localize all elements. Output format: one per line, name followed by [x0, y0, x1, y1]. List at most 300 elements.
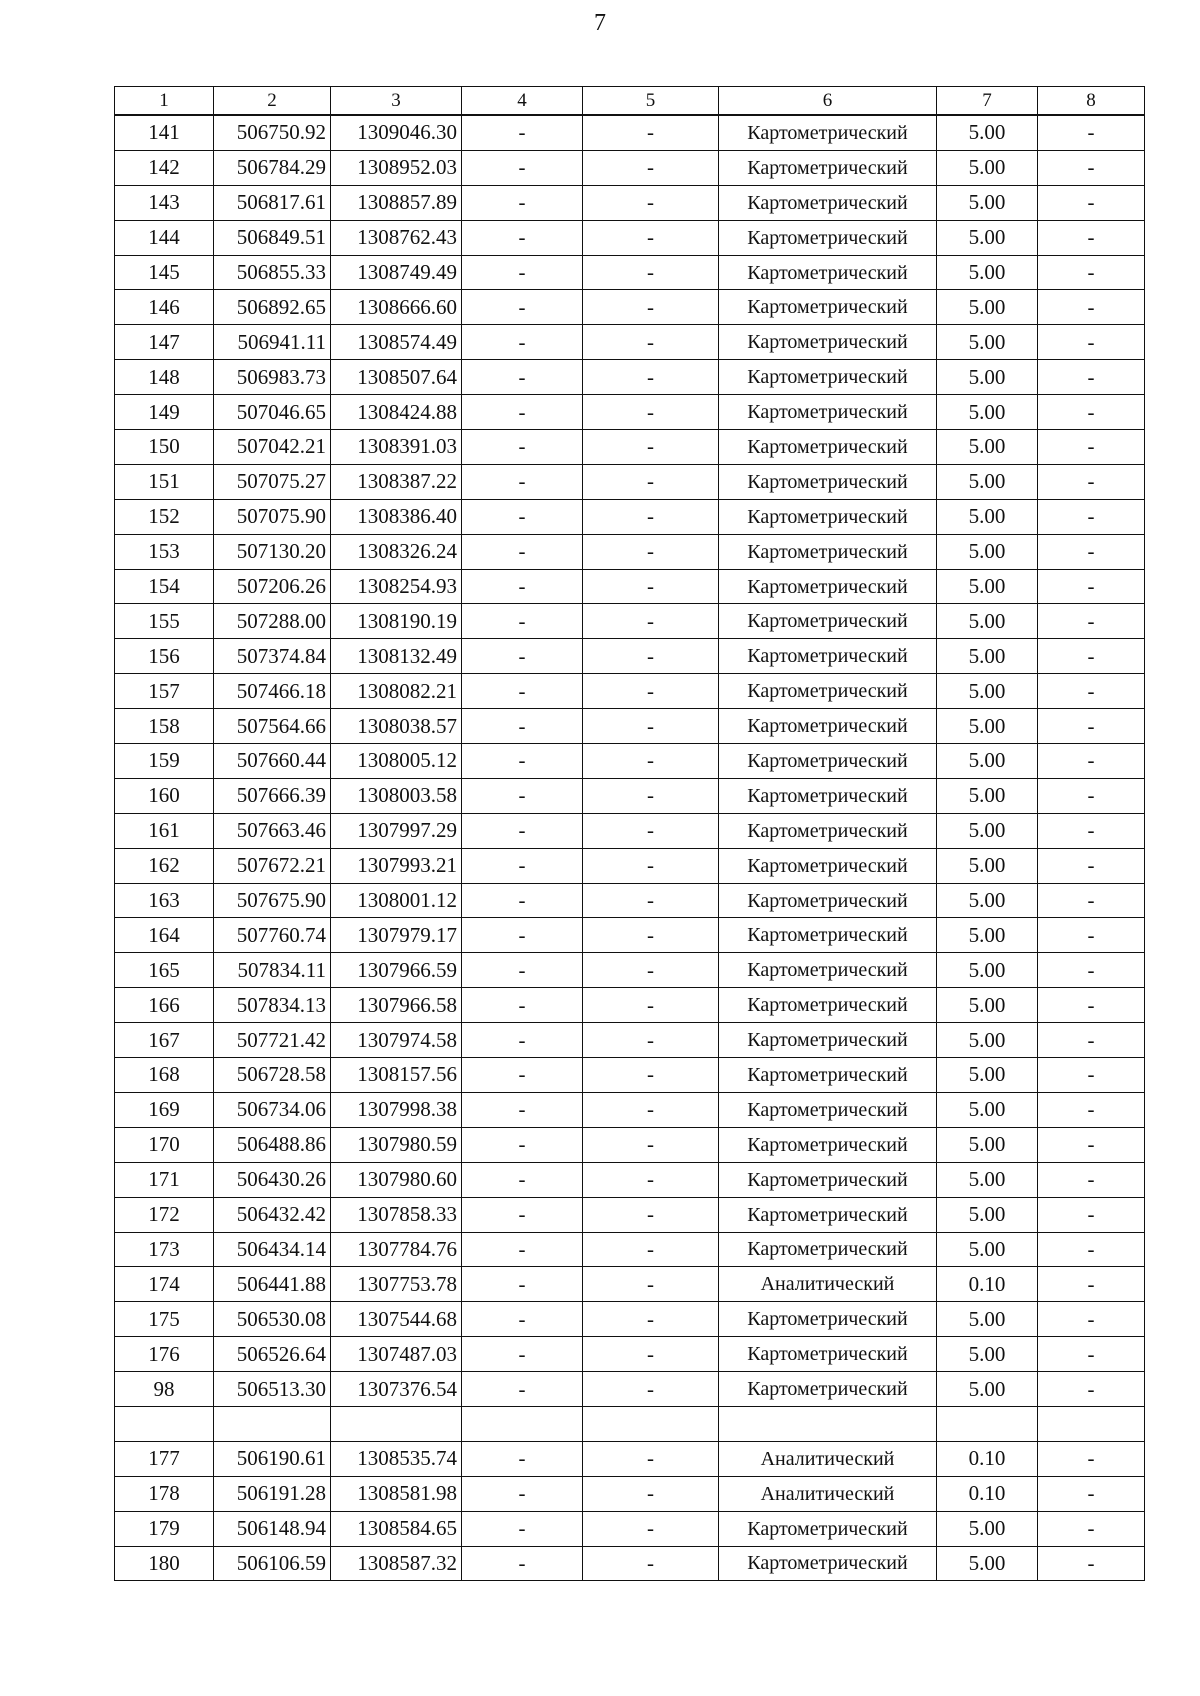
table-row	[115, 1476, 1145, 1511]
col4-cell: -	[462, 1162, 583, 1197]
col8-cell: -	[1038, 255, 1145, 290]
method-cell: Картометрический	[719, 1127, 937, 1162]
point-number-cell: 158	[115, 709, 214, 744]
point-number-cell: 165	[115, 953, 214, 988]
col8-cell: -	[1038, 709, 1145, 744]
col4-cell: -	[462, 255, 583, 290]
table-row	[115, 1511, 1145, 1546]
point-number-cell: 171	[115, 1162, 214, 1197]
col8-cell: -	[1038, 1092, 1145, 1127]
col5-cell: -	[583, 1441, 719, 1476]
col8-cell: -	[1038, 778, 1145, 813]
accuracy-cell: 0.10	[937, 1267, 1038, 1302]
col5-cell: -	[583, 674, 719, 709]
point-number-cell: 169	[115, 1092, 214, 1127]
col4-cell: -	[462, 569, 583, 604]
method-cell: Картометрический	[719, 185, 937, 220]
table-row	[115, 325, 1145, 360]
point-number-cell: 98	[115, 1372, 214, 1407]
col5-cell: -	[583, 918, 719, 953]
point-number-cell: 142	[115, 150, 214, 185]
col4-cell: -	[462, 1476, 583, 1511]
table-row	[115, 464, 1145, 499]
table-row	[115, 1441, 1145, 1476]
accuracy-cell: 5.00	[937, 988, 1038, 1023]
method-cell: Картометрический	[719, 1546, 937, 1581]
method-cell: Картометрический	[719, 1092, 937, 1127]
method-cell: Картометрический	[719, 1023, 937, 1058]
col4-cell	[462, 1406, 583, 1441]
col4-cell: -	[462, 639, 583, 674]
col4-cell: -	[462, 1511, 583, 1546]
x-coordinate-cell: 507675.90	[214, 883, 331, 918]
x-coordinate-cell: 506941.11	[214, 325, 331, 360]
x-coordinate-cell: 506441.88	[214, 1267, 331, 1302]
col4-cell: -	[462, 953, 583, 988]
table-row	[115, 604, 1145, 639]
y-coordinate-cell: 1308391.03	[331, 430, 462, 465]
col8-cell: -	[1038, 883, 1145, 918]
point-number-cell: 144	[115, 220, 214, 255]
method-cell: Картометрический	[719, 1232, 937, 1267]
y-coordinate-cell: 1308005.12	[331, 744, 462, 779]
x-coordinate-cell: 506191.28	[214, 1476, 331, 1511]
table-row	[115, 1232, 1145, 1267]
table-row	[115, 395, 1145, 430]
col5-cell: -	[583, 1023, 719, 1058]
method-cell: Картометрический	[719, 918, 937, 953]
y-coordinate-cell: 1307544.68	[331, 1302, 462, 1337]
col5-cell: -	[583, 1232, 719, 1267]
x-coordinate-cell: 506106.59	[214, 1546, 331, 1581]
method-cell: Картометрический	[719, 744, 937, 779]
x-coordinate-cell: 506432.42	[214, 1197, 331, 1232]
method-cell: Картометрический	[719, 534, 937, 569]
point-number-cell: 163	[115, 883, 214, 918]
y-coordinate-cell: 1308132.49	[331, 639, 462, 674]
point-number-cell: 172	[115, 1197, 214, 1232]
accuracy-cell: 5.00	[937, 813, 1038, 848]
x-coordinate-cell: 507564.66	[214, 709, 331, 744]
col5-cell: -	[583, 115, 719, 150]
col5-cell: -	[583, 1197, 719, 1232]
col4-cell: -	[462, 674, 583, 709]
col8-cell: -	[1038, 464, 1145, 499]
col5-cell: -	[583, 1127, 719, 1162]
col8-cell: -	[1038, 220, 1145, 255]
col4-cell: -	[462, 1441, 583, 1476]
col4-cell: -	[462, 1127, 583, 1162]
y-coordinate-cell: 1307993.21	[331, 848, 462, 883]
accuracy-cell: 5.00	[937, 464, 1038, 499]
x-coordinate-cell: 507075.27	[214, 464, 331, 499]
col4-cell: -	[462, 360, 583, 395]
col8-cell: -	[1038, 744, 1145, 779]
x-coordinate-cell: 507130.20	[214, 534, 331, 569]
accuracy-cell: 5.00	[937, 1197, 1038, 1232]
x-coordinate-cell: 506526.64	[214, 1337, 331, 1372]
accuracy-cell: 5.00	[937, 1511, 1038, 1546]
x-coordinate-cell: 507288.00	[214, 604, 331, 639]
accuracy-cell: 5.00	[937, 430, 1038, 465]
col4-cell: -	[462, 395, 583, 430]
table-row	[115, 569, 1145, 604]
x-coordinate-cell: 506784.29	[214, 150, 331, 185]
table-row	[115, 883, 1145, 918]
accuracy-cell: 5.00	[937, 220, 1038, 255]
col5-cell: -	[583, 395, 719, 430]
col5-cell: -	[583, 813, 719, 848]
method-cell: Картометрический	[719, 1197, 937, 1232]
col8-cell: -	[1038, 1162, 1145, 1197]
col5-cell: -	[583, 1058, 719, 1093]
y-coordinate-cell: 1308387.22	[331, 464, 462, 499]
y-coordinate-cell: 1308581.98	[331, 1476, 462, 1511]
accuracy-cell: 5.00	[937, 848, 1038, 883]
method-cell	[719, 1406, 937, 1441]
col4-cell: -	[462, 744, 583, 779]
point-number-cell: 154	[115, 569, 214, 604]
method-cell: Картометрический	[719, 115, 937, 150]
table-row	[115, 918, 1145, 953]
y-coordinate-cell: 1309046.30	[331, 115, 462, 150]
col8-cell: -	[1038, 1197, 1145, 1232]
col5-cell: -	[583, 220, 719, 255]
x-coordinate-cell: 507206.26	[214, 569, 331, 604]
method-cell: Картометрический	[719, 220, 937, 255]
page-number: 7	[594, 10, 606, 36]
col4-cell: -	[462, 1232, 583, 1267]
y-coordinate-cell: 1308666.60	[331, 290, 462, 325]
point-number-cell: 153	[115, 534, 214, 569]
col8-cell: -	[1038, 1267, 1145, 1302]
col5-cell: -	[583, 1092, 719, 1127]
point-number-cell: 178	[115, 1476, 214, 1511]
x-coordinate-cell: 507466.18	[214, 674, 331, 709]
col8-cell: -	[1038, 499, 1145, 534]
point-number-cell: 149	[115, 395, 214, 430]
method-cell: Картометрический	[719, 604, 937, 639]
col5-cell: -	[583, 185, 719, 220]
col8-cell: -	[1038, 1023, 1145, 1058]
table-row	[115, 1197, 1145, 1232]
col8-cell: -	[1038, 360, 1145, 395]
method-cell: Картометрический	[719, 813, 937, 848]
col8-cell: -	[1038, 1476, 1145, 1511]
table-row	[115, 709, 1145, 744]
x-coordinate-cell: 507075.90	[214, 499, 331, 534]
method-cell: Картометрический	[719, 150, 937, 185]
col4-cell: -	[462, 220, 583, 255]
y-coordinate-cell: 1308386.40	[331, 499, 462, 534]
col8-cell: -	[1038, 115, 1145, 150]
col4-cell: -	[462, 1337, 583, 1372]
col4-cell: -	[462, 1058, 583, 1093]
method-cell: Картометрический	[719, 464, 937, 499]
table-row	[115, 220, 1145, 255]
col4-cell: -	[462, 290, 583, 325]
accuracy-cell: 5.00	[937, 1546, 1038, 1581]
col5-cell: -	[583, 1546, 719, 1581]
col4-cell: -	[462, 1302, 583, 1337]
point-number-cell: 151	[115, 464, 214, 499]
col5-cell: -	[583, 360, 719, 395]
table-row	[115, 255, 1145, 290]
table-row	[115, 1092, 1145, 1127]
x-coordinate-cell	[214, 1406, 331, 1441]
x-coordinate-cell: 507374.84	[214, 639, 331, 674]
x-coordinate-cell: 507760.74	[214, 918, 331, 953]
point-number-cell: 156	[115, 639, 214, 674]
accuracy-cell: 5.00	[937, 1372, 1038, 1407]
col5-cell: -	[583, 1302, 719, 1337]
col5-cell: -	[583, 639, 719, 674]
col8-cell: -	[1038, 988, 1145, 1023]
col5-cell: -	[583, 848, 719, 883]
accuracy-cell: 5.00	[937, 639, 1038, 674]
col5-cell: -	[583, 744, 719, 779]
col4-cell: -	[462, 604, 583, 639]
method-cell: Картометрический	[719, 639, 937, 674]
method-cell: Картометрический	[719, 430, 937, 465]
col8-cell: -	[1038, 953, 1145, 988]
table-row	[115, 778, 1145, 813]
y-coordinate-cell: 1308254.93	[331, 569, 462, 604]
x-coordinate-cell: 506434.14	[214, 1232, 331, 1267]
col4-cell: -	[462, 185, 583, 220]
col5-cell: -	[583, 1476, 719, 1511]
method-cell: Картометрический	[719, 988, 937, 1023]
accuracy-cell: 5.00	[937, 290, 1038, 325]
col8-cell: -	[1038, 1372, 1145, 1407]
accuracy-cell: 5.00	[937, 1127, 1038, 1162]
column-header: 4	[462, 87, 583, 116]
accuracy-cell: 5.00	[937, 778, 1038, 813]
accuracy-cell: 5.00	[937, 744, 1038, 779]
method-cell: Картометрический	[719, 1337, 937, 1372]
col8-cell: -	[1038, 813, 1145, 848]
method-cell: Картометрический	[719, 360, 937, 395]
table-row	[115, 639, 1145, 674]
accuracy-cell: 5.00	[937, 150, 1038, 185]
col4-cell: -	[462, 499, 583, 534]
x-coordinate-cell: 506530.08	[214, 1302, 331, 1337]
y-coordinate-cell: 1308424.88	[331, 395, 462, 430]
point-number-cell: 168	[115, 1058, 214, 1093]
method-cell: Картометрический	[719, 674, 937, 709]
accuracy-cell: 5.00	[937, 360, 1038, 395]
col8-cell: -	[1038, 848, 1145, 883]
col5-cell: -	[583, 1162, 719, 1197]
point-number-cell: 179	[115, 1511, 214, 1546]
col5-cell: -	[583, 988, 719, 1023]
accuracy-cell: 5.00	[937, 569, 1038, 604]
column-header: 2	[214, 87, 331, 116]
accuracy-cell: 5.00	[937, 1162, 1038, 1197]
method-cell: Картометрический	[719, 709, 937, 744]
y-coordinate-cell: 1307376.54	[331, 1372, 462, 1407]
table-row	[115, 1337, 1145, 1372]
col4-cell: -	[462, 918, 583, 953]
accuracy-cell: 5.00	[937, 883, 1038, 918]
table-row	[115, 150, 1145, 185]
col4-cell: -	[462, 430, 583, 465]
header-row	[115, 87, 1145, 116]
x-coordinate-cell: 506817.61	[214, 185, 331, 220]
method-cell: Картометрический	[719, 325, 937, 360]
x-coordinate-cell: 506190.61	[214, 1441, 331, 1476]
y-coordinate-cell: 1308762.43	[331, 220, 462, 255]
x-coordinate-cell: 507721.42	[214, 1023, 331, 1058]
accuracy-cell: 5.00	[937, 185, 1038, 220]
y-coordinate-cell: 1308082.21	[331, 674, 462, 709]
table-row	[115, 988, 1145, 1023]
accuracy-cell: 5.00	[937, 674, 1038, 709]
col5-cell: -	[583, 534, 719, 569]
col4-cell: -	[462, 883, 583, 918]
method-cell: Картометрический	[719, 290, 937, 325]
point-number-cell: 152	[115, 499, 214, 534]
col8-cell: -	[1038, 1546, 1145, 1581]
column-header: 6	[719, 87, 937, 116]
col4-cell: -	[462, 1092, 583, 1127]
point-number-cell: 180	[115, 1546, 214, 1581]
y-coordinate-cell: 1308003.58	[331, 778, 462, 813]
point-number-cell: 177	[115, 1441, 214, 1476]
coordinates-table	[114, 86, 1145, 1581]
table-row	[115, 1302, 1145, 1337]
table-row	[115, 674, 1145, 709]
col5-cell: -	[583, 430, 719, 465]
accuracy-cell: 5.00	[937, 534, 1038, 569]
point-number-cell: 167	[115, 1023, 214, 1058]
point-number-cell: 175	[115, 1302, 214, 1337]
col4-cell: -	[462, 150, 583, 185]
column-header: 8	[1038, 87, 1145, 116]
point-number-cell: 143	[115, 185, 214, 220]
table-row	[115, 1546, 1145, 1581]
accuracy-cell: 5.00	[937, 115, 1038, 150]
col5-cell: -	[583, 953, 719, 988]
col5-cell: -	[583, 499, 719, 534]
point-number-cell: 162	[115, 848, 214, 883]
point-number-cell: 161	[115, 813, 214, 848]
accuracy-cell: 5.00	[937, 1302, 1038, 1337]
col8-cell: -	[1038, 918, 1145, 953]
col5-cell: -	[583, 464, 719, 499]
x-coordinate-cell: 507666.39	[214, 778, 331, 813]
x-coordinate-cell: 506734.06	[214, 1092, 331, 1127]
table-row	[115, 499, 1145, 534]
point-number-cell: 176	[115, 1337, 214, 1372]
method-cell: Аналитический	[719, 1267, 937, 1302]
accuracy-cell: 5.00	[937, 604, 1038, 639]
method-cell: Картометрический	[719, 569, 937, 604]
col5-cell: -	[583, 1511, 719, 1546]
y-coordinate-cell: 1307998.38	[331, 1092, 462, 1127]
col8-cell: -	[1038, 430, 1145, 465]
col8-cell	[1038, 1406, 1145, 1441]
x-coordinate-cell: 507660.44	[214, 744, 331, 779]
table-body	[115, 87, 1145, 1581]
x-coordinate-cell: 506892.65	[214, 290, 331, 325]
y-coordinate-cell: 1308587.32	[331, 1546, 462, 1581]
point-number-cell: 141	[115, 115, 214, 150]
x-coordinate-cell: 506849.51	[214, 220, 331, 255]
table-row	[115, 1372, 1145, 1407]
table-row	[115, 1406, 1145, 1441]
y-coordinate-cell: 1307980.59	[331, 1127, 462, 1162]
col4-cell: -	[462, 464, 583, 499]
col4-cell: -	[462, 813, 583, 848]
col4-cell: -	[462, 848, 583, 883]
x-coordinate-cell: 507042.21	[214, 430, 331, 465]
col8-cell: -	[1038, 1511, 1145, 1546]
y-coordinate-cell: 1307858.33	[331, 1197, 462, 1232]
col8-cell: -	[1038, 1337, 1145, 1372]
point-number-cell: 145	[115, 255, 214, 290]
x-coordinate-cell: 507663.46	[214, 813, 331, 848]
col5-cell: -	[583, 150, 719, 185]
col5-cell: -	[583, 709, 719, 744]
accuracy-cell: 5.00	[937, 395, 1038, 430]
col8-cell: -	[1038, 1302, 1145, 1337]
y-coordinate-cell: 1308190.19	[331, 604, 462, 639]
col5-cell: -	[583, 604, 719, 639]
method-cell: Картометрический	[719, 778, 937, 813]
accuracy-cell: 5.00	[937, 709, 1038, 744]
col5-cell: -	[583, 1337, 719, 1372]
col4-cell: -	[462, 1267, 583, 1302]
point-number-cell: 155	[115, 604, 214, 639]
table-row	[115, 430, 1145, 465]
point-number-cell: 173	[115, 1232, 214, 1267]
y-coordinate-cell: 1307753.78	[331, 1267, 462, 1302]
method-cell: Картометрический	[719, 1302, 937, 1337]
point-number-cell: 157	[115, 674, 214, 709]
x-coordinate-cell: 506750.92	[214, 115, 331, 150]
col8-cell: -	[1038, 1058, 1145, 1093]
col8-cell: -	[1038, 395, 1145, 430]
y-coordinate-cell: 1308507.64	[331, 360, 462, 395]
table-row	[115, 744, 1145, 779]
table-row	[115, 1058, 1145, 1093]
col5-cell: -	[583, 255, 719, 290]
table-row	[115, 953, 1145, 988]
y-coordinate-cell: 1307980.60	[331, 1162, 462, 1197]
y-coordinate-cell: 1308157.56	[331, 1058, 462, 1093]
table-row	[115, 115, 1145, 150]
accuracy-cell	[937, 1406, 1038, 1441]
accuracy-cell: 5.00	[937, 1058, 1038, 1093]
accuracy-cell: 5.00	[937, 325, 1038, 360]
y-coordinate-cell: 1308535.74	[331, 1441, 462, 1476]
accuracy-cell: 5.00	[937, 918, 1038, 953]
accuracy-cell: 5.00	[937, 1023, 1038, 1058]
col5-cell: -	[583, 1372, 719, 1407]
col8-cell: -	[1038, 1127, 1145, 1162]
x-coordinate-cell: 507672.21	[214, 848, 331, 883]
point-number-cell: 160	[115, 778, 214, 813]
col8-cell: -	[1038, 290, 1145, 325]
accuracy-cell: 5.00	[937, 255, 1038, 290]
y-coordinate-cell: 1308574.49	[331, 325, 462, 360]
col8-cell: -	[1038, 674, 1145, 709]
col8-cell: -	[1038, 534, 1145, 569]
table-row	[115, 813, 1145, 848]
y-coordinate-cell: 1307966.59	[331, 953, 462, 988]
col8-cell: -	[1038, 150, 1145, 185]
